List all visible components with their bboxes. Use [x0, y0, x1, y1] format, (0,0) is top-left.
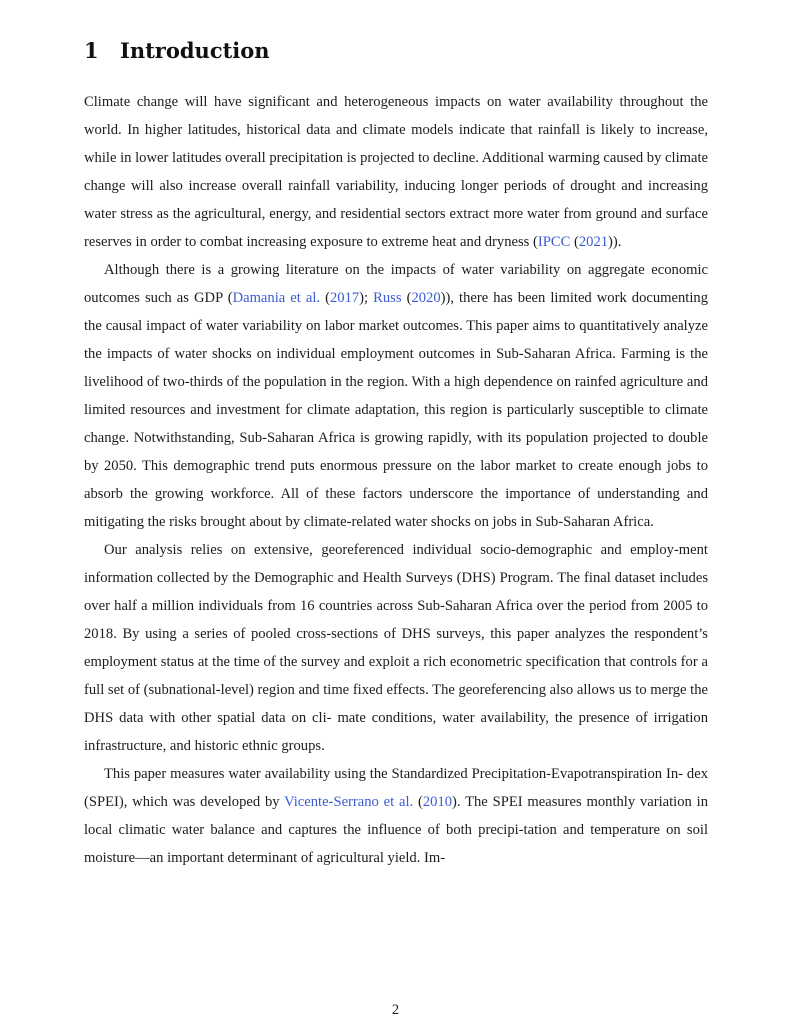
citation-year-link[interactable]: 2010 [422, 794, 453, 810]
citation-year-link[interactable]: 2017 [329, 290, 360, 306]
section-number: 1 [84, 38, 99, 63]
page-number: 2 [391, 1002, 400, 1018]
citation-paren: ( [320, 290, 330, 306]
paragraph-text: Climate change will have significant and heterogeneous impacts on water availability throughout the world. In higher latitudes, historical data and climate models indicate that rainfall is likely to increase, while in lower latitudes overall precipitation is projected to decline. Additional warming caused by climate change will also increase overall rainfall variability, inducing longer periods of drought and increasing water stress as the agricultural, energy, and residential sectors extract more water from ground and surface reserves in order to combat increasing exposure to extreme heat and dryness ( [84, 94, 708, 250]
section-title: Introduction [120, 38, 270, 63]
paragraph-text: )). [608, 234, 622, 250]
citation-link[interactable]: Damania et al. [232, 290, 321, 306]
paragraph-3 [84, 536, 708, 760]
citation-paren: ( [401, 290, 412, 306]
citation-year-link[interactable]: 2020 [411, 290, 441, 306]
citation-link[interactable]: Vicente-Serrano et al. [284, 794, 414, 810]
paragraph-1 [84, 88, 708, 256]
paragraph-text: )), there has been limited work documenting the causal impact of water variability on labor market outcomes. This paper aims to quantitatively analyze the impacts of water shocks on individual employment outcomes in Sub-Saharan Africa. Farming is the livelihood of two-thirds of the population in the region. With a high dependence on rainfed agriculture and limited resources and investment for climate adaptation, this region is particularly susceptible to climate change. Notwithstanding, Sub-Saharan Africa is growing rapidly, with its population projected to double by 2050. This demographic trend puts enormous pressure on the labor market to create enough jobs to absorb the growing workforce. All of these factors underscore the importance of understanding and mitigating the risks brought about by climate-related water shocks on jobs in Sub-Saharan Africa. [84, 290, 709, 530]
citation-link[interactable]: Russ [373, 290, 402, 306]
section-heading [84, 38, 270, 63]
body-text [84, 88, 708, 872]
citation-paren: ( [413, 794, 423, 810]
paragraph-text: Although there is a growing literature on the impacts of water variability on aggregate economic outcomes such as GDP ( [84, 262, 708, 306]
paragraph-text: ). The SPEI measures monthly variation in local climatic water balance and captures the influence of both precipi-tation and temperature on soil moisture—an important determinant of agricultural yield. Im- [84, 794, 708, 866]
citation-link[interactable]: IPCC [537, 234, 571, 250]
citation-year-link[interactable]: 2021 [578, 234, 609, 250]
paragraph-text: This paper measures water availability using the Standardized Precipitation-Evapotranspiration In- dex (SPEI), which was developed by [84, 766, 708, 810]
paragraph-4 [84, 760, 708, 872]
paragraph-text: Our analysis relies on extensive, georeferenced individual socio-demographic and employ-ment information collected by the Demographic and Health Surveys (DHS) Program. The final dataset includes over half a million individuals from 16 countries across Sub-Saharan Africa over the period from 2005 to 2018. By using a series of pooled cross-sections of DHS surveys, this paper analyzes the respondent’s employment status at the time of the survey and exploit a rich econometric specification that controls for a full set of (subnational-level) region and time fixed effects. The georeferencing also allows us to merge the DHS data with other spatial data on cli- mate conditions, water availability, the presence of irrigation infrastructure, and historic ethnic groups. [84, 542, 708, 754]
citation-paren: ( [570, 234, 579, 250]
citation-separator: ); [359, 290, 374, 306]
paragraph-2 [84, 256, 708, 536]
